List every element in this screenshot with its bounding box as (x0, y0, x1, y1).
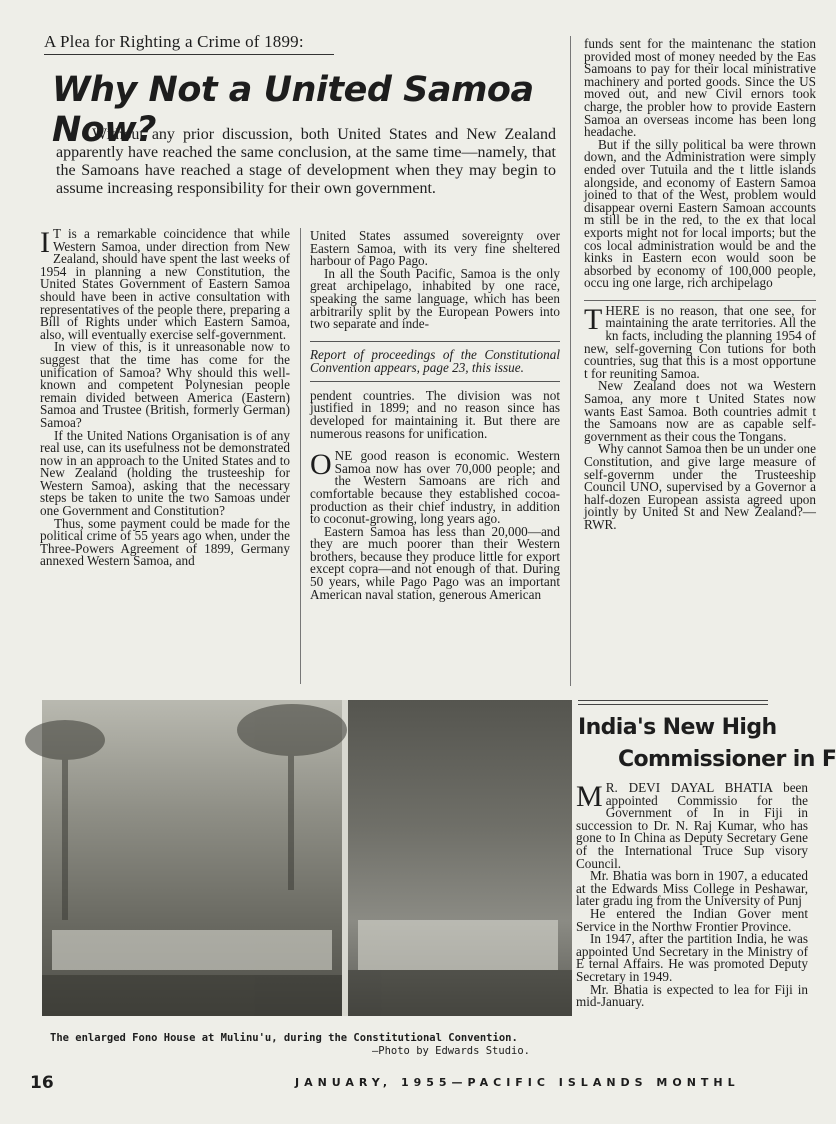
sidebar-headline-line2: Commissioner in F (618, 747, 836, 772)
paragraph: Thus, some payment could be made for the political crime of 55 years ago when, under the Three-Powers Agreement of 1899, Germany annexed Western Samoa, and (40, 515, 290, 569)
paragraph: United States assumed sovereignty over Eastern Samoa, with its very fine sheltered harbour of Pago Pago. (310, 228, 560, 269)
paragraph: If the United Nations Organisation is of any real use, can its usefulness not be demonstrated now in an approach to the United States and to New Zealand (holding the trusteeship for Western Samoa), asking that the necessary steps be taken to unite the two Samoas under one Government and Constitution? (40, 427, 290, 519)
paragraph: ONE good reason is economic. Western Samoa now has over 70,000 people; and the Western Samoans are rich and comfortable because they established cocoa-production as their chief industry, in addition to coconut-growing, long years ago. (310, 448, 560, 527)
paragraph: But if the silly political ba were thrown down, and the Administration were simply ended over Tutuila and the t little islands alongside, and economy of Eastern Samoa joined to that of the West, problem would disappear overni Eastern Samoan accounts m still be in the red, to the ex that local exports might not for local imports; but the cos local administration would be and the kinks in Eastern econ would soon be absorbed by economy of 100,000 people, occu ing one large, rich archipelago (584, 136, 816, 291)
paragraph: In view of this, is it unreasonable now to suggest that the time has come for the unification of Samoa? Why should this well-known and competent Polynesian people remain divided between America (Eastern) Samoa and Trustee (British, formerly German) Samoa? (40, 339, 290, 430)
paragraph: In 1947, after the partition India, he was appointed Und Secretary in the Ministry of E ternal Affairs. He was promoted Deputy Secretary in 1949. (576, 931, 808, 984)
paragraph: M R. DEVI DAYAL BHATIA been appointed Commissio for the Government of In in Fiji in succession to Dr. N. Raj Kumar, who has gone to In China as Deputy Secretary Gene of the International Truce Sup visory Council. (576, 780, 808, 871)
column-rule (300, 228, 301, 684)
cross-reference-note: Report of proceedings of the Constitutional Convention appears, page 23, this issue. (310, 341, 560, 382)
paragraph: In all the South Pacific, Samoa is the only great archipelago, inhabited by one race, speaking the same language, which has been arbitrarily split by the European Powers into two separate and inde- (310, 265, 560, 332)
article-column-2 (310, 230, 560, 601)
paragraph: New Zealand does not wa Western Samoa, any more t United States now wants East Samoa. Both countries admit t the Samoans now are as capable self-government as their cous the Tongans. (584, 378, 816, 444)
sidebar-body (576, 782, 808, 1009)
convention-photo (42, 700, 572, 1016)
sidebar-rule (578, 700, 768, 705)
paragraph: I T is a remarkable coincidence that while Western Samoa, under direction from New Zealand, should have spent the last weeks of 1954 in planning a new Constitution, the United States Government of Eastern Samoa should have been in active consultation with representatives of the people there, preparing a Bill of Rights under which Eastern Samoa, also, will eventually exercise self-government. (40, 226, 290, 342)
column-rule (570, 36, 571, 686)
kicker: A Plea for Righting a Crime of 1899: (44, 32, 304, 51)
article-column-1 (40, 228, 290, 568)
paragraph: Mr. Bhatia is expected to lea for Fiji in mid-January. (576, 981, 808, 1010)
kicker-rule (44, 54, 334, 55)
caption-text: The enlarged Fono House at Mulinu'u, during the Constitutional Convention. (50, 1032, 518, 1044)
drop-cap: I (40, 226, 50, 259)
drop-cap: M (576, 780, 603, 813)
paragraph: Why cannot Samoa then be un under one Constitution, and give large measure of self-governm under the Trusteeship Council UNO, supervised by a Governor a half-dozen European assista agreed upon jointly by United St and New Zealand?—RWR. (584, 441, 816, 532)
sidebar-headline (578, 712, 836, 776)
paragraph: THERE is no reason, that one see, for maintaining the arate territories. All the kn facts, including the planning 1954 of new, self-governing Con tutions for both countries, sug that this is a most opportune t for reuniting Samoa. (584, 300, 816, 381)
page-number: 16 (30, 1073, 54, 1093)
article-column-3-clip (584, 36, 816, 694)
sidebar-headline-line1: India's New High (578, 715, 777, 740)
paragraph: funds sent for the maintenanc the station provided most of money needed by the Eas Samoans to pay for their local ministrative machinery and ported goods. Since the US moved out, and new Civil ernors took charge, the probler how to provide Eastern Samoa an overseas income has been long headache. (584, 36, 816, 140)
drop-cap: T (584, 302, 603, 336)
photo-credit: —Photo by Edwards Studio. (371, 1045, 530, 1057)
running-footer: JANUARY, 1955—PACIFIC ISLANDS MONTHL (295, 1076, 740, 1089)
article-column-3 (584, 38, 816, 532)
paragraph: He entered the Indian Gover ment Service in the Northw Frontier Province. (576, 905, 808, 934)
standfirst: Without any prior discussion, both United States and New Zealand apparently have reached the same conclusion, at the same time—namely, that the Samoans have reached a stage of development when they may begin to assume increasing responsibility for their own government. (56, 126, 556, 197)
drop-cap: O (310, 448, 332, 482)
photo-silhouettes (42, 700, 572, 1016)
paragraph: Mr. Bhatia was born in 1907, a educated at the Edwards Miss College in Peshawar, later gradu ing from the University of Punj (576, 868, 808, 909)
paragraph: Eastern Samoa has less than 20,000—and they are much poorer than their Western brothers, because they produce little for export except copra—and not enough of that. During 50 years, while Pago Pago was an important American naval station, generous American (310, 523, 560, 602)
photo-caption (50, 1032, 530, 1058)
sidebar-body-clip (576, 780, 808, 1062)
headline: Why Not a United Samoa Now? (52, 70, 534, 150)
paragraph: pendent countries. The division was not justified in 1899; and no reason since has developed for maintaining it. But there are numerous reasons for unification. (310, 387, 560, 441)
